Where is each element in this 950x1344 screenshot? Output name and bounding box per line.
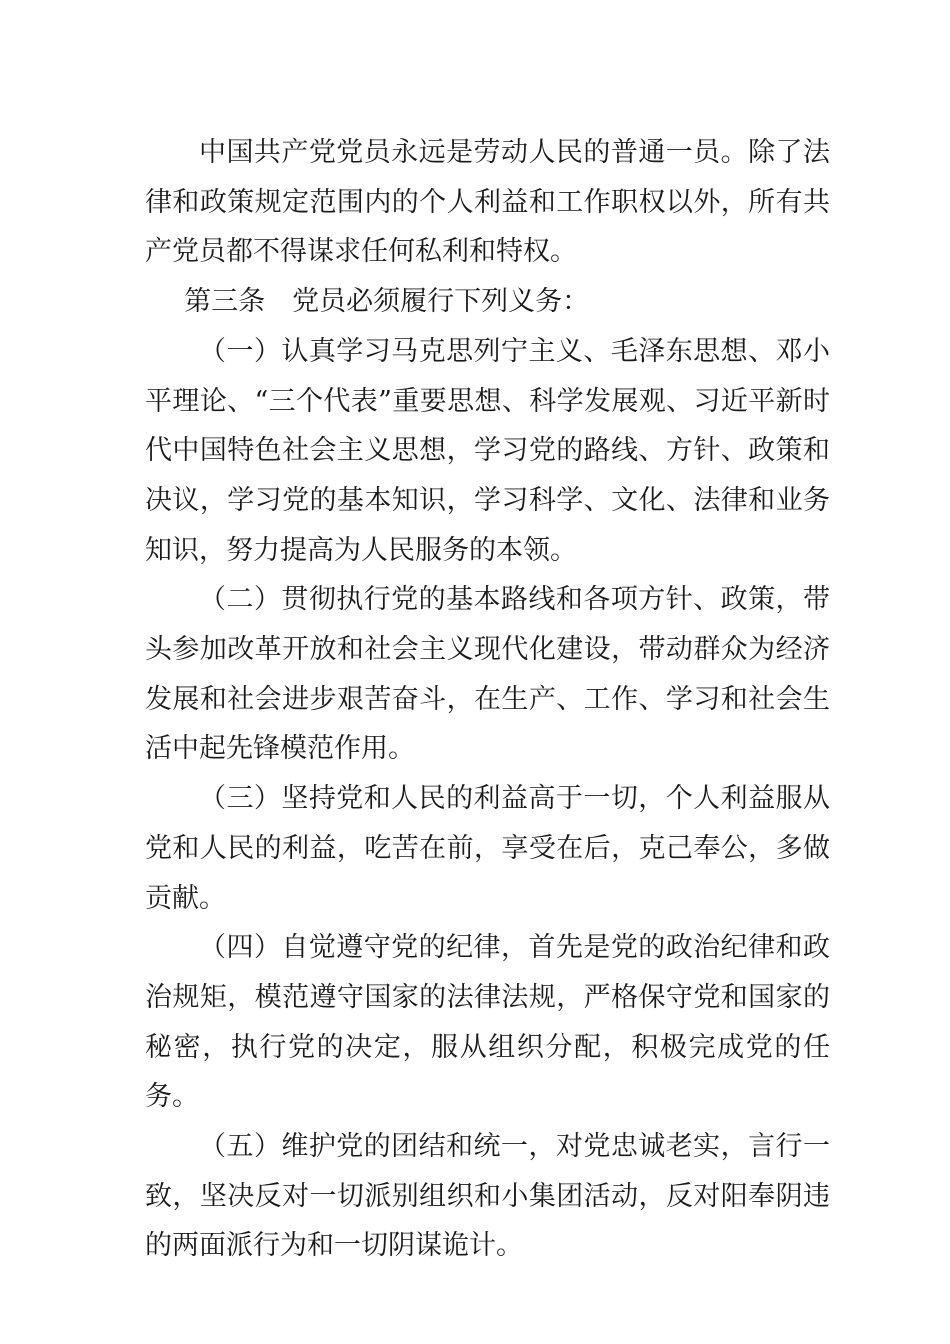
obligation-item-4: （四）自觉遵守党的纪律，首先是党的政治纪律和政治规矩，模范遵守国家的法律法规，严格保守党和国家的秘密，执行党的决定，服从组织分配，积极完成党的任务。: [145, 932, 830, 1113]
obligation-item-5: （五）维护党的团结和统一，对党忠诚老实，言行一致，坚决反对一切派别组织和小集团活动，反对阳奉阴违的两面派行为和一切阴谋诡计。: [145, 1131, 830, 1262]
obligation-item-3: （三）坚持党和人民的利益高于一切，个人利益服从党和人民的利益，吃苦在前，享受在后，克己奉公，多做贡献。: [145, 783, 830, 914]
article-three-heading: 第三条 党员必须履行下列义务：: [184, 286, 590, 318]
paragraph-party-member-ordinary: 中国共产党党员永远是劳动人民的普通一员。除了法律和政策规定范围内的个人利益和工作职权以外，所有共产党员都不得谋求任何私利和特权。: [145, 137, 830, 268]
obligation-item-2: （二）贯彻执行党的基本路线和各项方针、政策，带头参加改革开放和社会主义现代化建设，带动群众为经济发展和社会进步艰苦奋斗，在生产、工作、学习和社会生活中起先锋模范作用。: [145, 584, 830, 765]
document-body: [145, 128, 830, 1271]
obligation-item-1: （一）认真学习马克思列宁主义、毛泽东思想、邓小平理论、“三个代表”重要思想、科学发展观、习近平新时代中国特色社会主义思想，学习党的路线、方针、政策和决议，学习党的基本知识，学习科学、文化、法律和业务知识，努力提高为人民服务的本领。: [145, 335, 830, 566]
